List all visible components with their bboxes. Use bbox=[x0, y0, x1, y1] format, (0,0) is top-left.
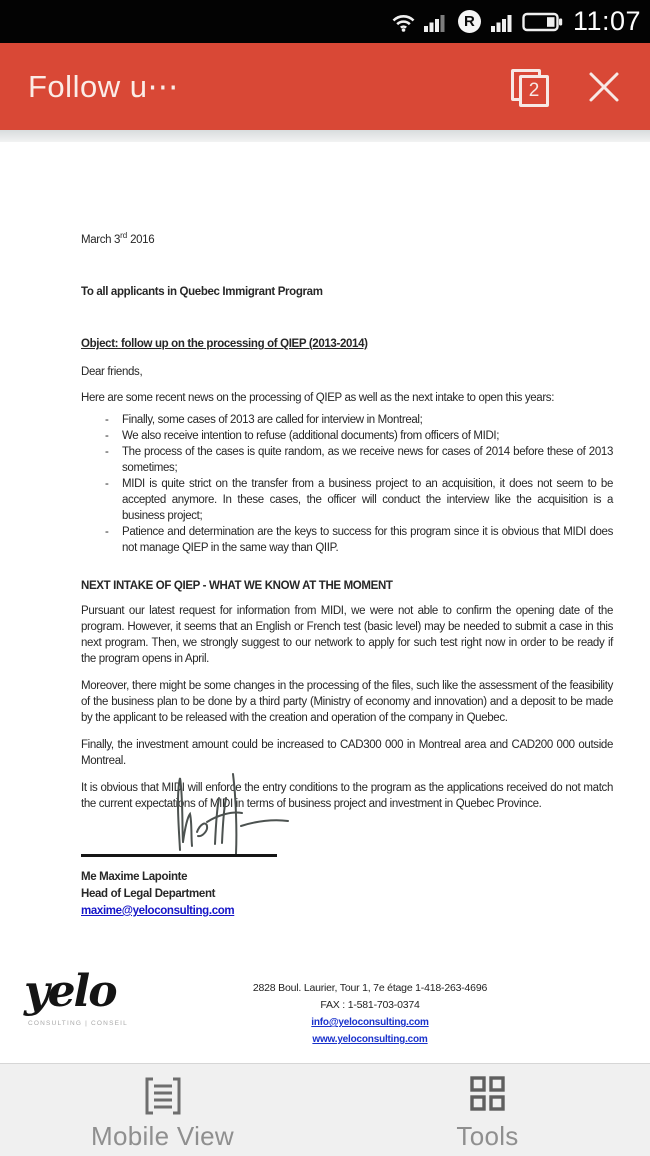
letterhead-footer bbox=[0, 966, 650, 1060]
letter-salutation: Dear friends, bbox=[81, 365, 143, 378]
signature-image bbox=[136, 768, 306, 854]
signatory-block bbox=[81, 869, 613, 920]
letter-intro: Here are some recent news on the processing of QIEP as well as the next intake to open this years: bbox=[81, 391, 555, 404]
logo-wordmark: yelo bbox=[24, 966, 116, 1017]
bottom-toolbar bbox=[0, 1063, 650, 1156]
logo-tagline: CONSULTING | CONSEIL bbox=[28, 1020, 128, 1027]
bullet-item: - MIDI is quite strict on the transfer from a business project to an acquisition, it does not seem to be accepted anymore. In these cases, the officer will conduct the interview like the acquisition is a business project; bbox=[105, 476, 613, 524]
letter-date: March 3rd 2016 bbox=[81, 231, 155, 246]
cellular-signal-icon bbox=[424, 12, 448, 32]
mobile-view-button[interactable] bbox=[0, 1064, 325, 1156]
section-heading: NEXT INTAKE OF QIEP - WHAT WE KNOW AT THE MOMENT bbox=[81, 579, 393, 592]
footer-contact-block bbox=[253, 980, 487, 1048]
cellular-signal-icon-2 bbox=[491, 12, 515, 32]
mobile-view-icon bbox=[140, 1074, 186, 1118]
tab-switcher-button[interactable] bbox=[510, 66, 552, 108]
status-clock: 11:07 bbox=[572, 6, 641, 36]
page-shadow-strip bbox=[0, 130, 650, 142]
battery-icon bbox=[522, 11, 563, 33]
close-button[interactable] bbox=[584, 67, 624, 107]
footer-email-link[interactable]: info@yeloconsulting.com bbox=[311, 1017, 429, 1028]
document-title: Follow u⋯ bbox=[28, 68, 179, 104]
paragraph: Pursuant our latest request for information from MIDI, we were not able to confirm the opening date of the program. However, it seems that an English or French test (basic level) may be needed to submit a case in this next program. Then, we strongly suggest to our network to apply for such test right now in order to be ready if the program opens in April. bbox=[81, 604, 613, 665]
footer-address: 2828 Boul. Laurier, Tour 1, 7e étage 1-418-263-4696 bbox=[252, 982, 488, 994]
app-bar bbox=[0, 43, 650, 130]
tools-grid-icon bbox=[466, 1074, 510, 1118]
signatory-email-link[interactable]: maxime@yeloconsulting.com bbox=[81, 904, 235, 917]
letter-subject: Object: follow up on the processing of QIEP (2013-2014) bbox=[81, 337, 368, 350]
company-logo bbox=[24, 966, 128, 1032]
footer-fax: FAX : 1-581-703-0374 bbox=[320, 999, 420, 1011]
signatory-name: Me Maxime Lapointe bbox=[81, 870, 188, 883]
signature-area bbox=[81, 812, 613, 854]
letter-recipient: To all applicants in Quebec Immigrant Program bbox=[81, 285, 323, 298]
tab-count-badge: 2 bbox=[519, 75, 549, 107]
footer-website-link[interactable]: www.yeloconsulting.com bbox=[312, 1034, 428, 1045]
signature-line bbox=[81, 854, 277, 857]
bullet-item: - The process of the cases is quite random, as we receive news for cases of 2014 before these of 2013 sometimes; bbox=[105, 444, 613, 476]
bullet-item: - Patience and determination are the keys to success for this program since it is obvious that MIDI does not manage QIEP in the same way than QIIP. bbox=[105, 524, 613, 556]
tools-label: Tools bbox=[456, 1121, 519, 1151]
close-icon bbox=[585, 68, 623, 106]
tools-button[interactable] bbox=[325, 1064, 650, 1156]
document-page[interactable] bbox=[0, 142, 650, 1063]
bullet-item: - We also receive intention to refuse (additional documents) from officers of MIDI; bbox=[105, 428, 613, 444]
signatory-title: Head of Legal Department bbox=[81, 887, 216, 900]
paragraph: Moreover, there might be some changes in the processing of the files, such like the assessment of the feasibility of the business plan to be done by a third party (Ministry of economy and innovation) and a deposit to be made by the applicant to be released with the creation and operation of the company in Quebec. bbox=[81, 679, 613, 724]
wifi-icon bbox=[390, 11, 417, 32]
bullet-list bbox=[105, 412, 613, 556]
roaming-r-icon: R bbox=[458, 10, 481, 33]
bullet-item: - Finally, some cases of 2013 are called for interview in Montreal; bbox=[105, 412, 613, 428]
paragraph: It is obvious that MIDI will enforce the entry conditions to the program as the applications received do not match the current expectations of MIDI in terms of business project and investment in Quebec Province. bbox=[81, 781, 613, 810]
mobile-view-label: Mobile View bbox=[91, 1121, 234, 1151]
status-bar bbox=[0, 0, 650, 43]
paragraph: Finally, the investment amount could be increased to CAD300 000 in Montreal area and CAD200 000 outside Montreal. bbox=[81, 738, 613, 767]
